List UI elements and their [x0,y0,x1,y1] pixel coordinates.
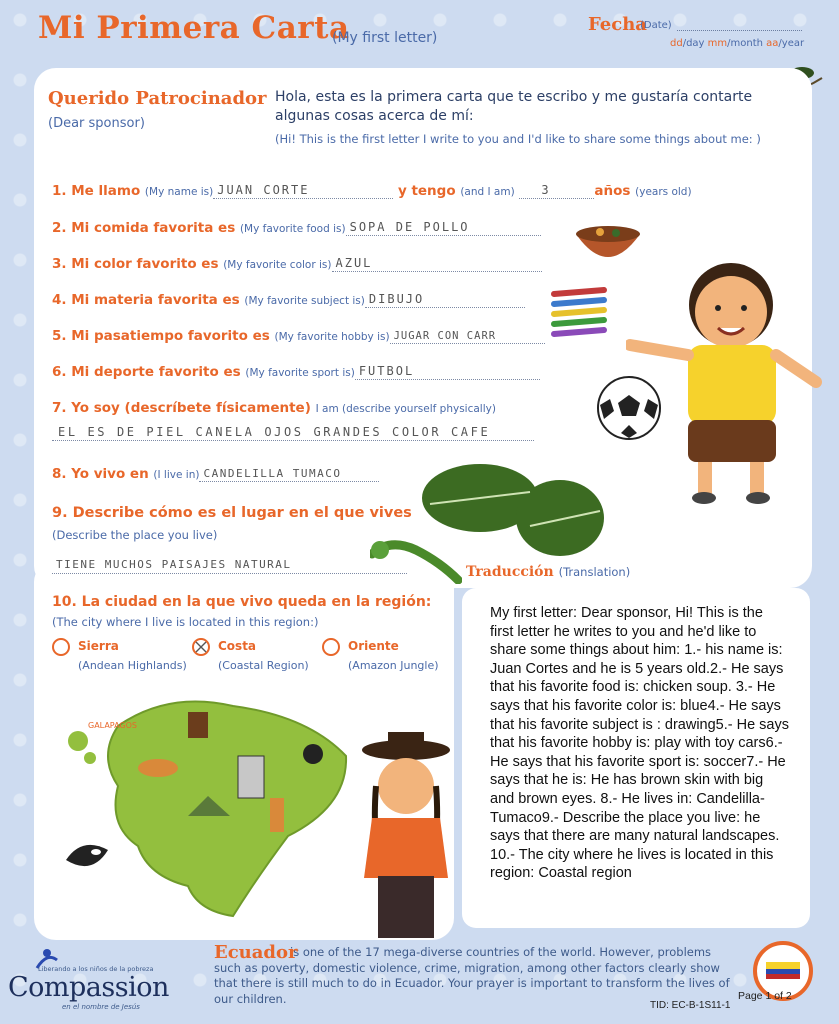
logo-tagline: Liberando a los niños de la pobreza [38,965,154,973]
girl-illustration [352,728,460,948]
crayons-icon [548,284,610,346]
translation-title: Traducción (Translation) [466,564,631,580]
answer-description: EL ES DE PIEL CANELA OJOS GRANDES COLOR CAFE [58,425,491,439]
page-title: Mi Primera Carta [38,10,350,46]
answer-field-hobby[interactable]: JUGAR CON CARR [390,329,545,344]
question-8: 8. Yo vivo en (I live in) CANDELILLA TUMACO [52,466,379,482]
greeting-title-en: (Dear sponsor) [48,116,145,131]
answer-field-place[interactable] [52,573,407,574]
orca-icon [62,830,112,878]
compassion-logo: Compassion [8,972,169,1003]
checkmark-x-icon [194,640,208,654]
greeting-title: Querido Patrocinador [48,88,267,109]
answer-field-description[interactable] [52,440,534,441]
question-4: 4. Mi materia favorita es (My favorite subject is) DIBUJO [52,292,525,308]
page-number: Page 1 of 2 [738,990,792,1002]
question-9: 9. Describe cómo es el lugar en el que vives [52,505,412,521]
question-1: 1. Me llamo (My name is) JUAN CORTE y tengo (and I am) 3 años (years old) [52,183,692,199]
question-5: 5. Mi pasatiempo favorito es (My favorite hobby is) JUGAR CON CARR [52,328,545,344]
answer-field-age[interactable]: 3 [519,184,594,199]
answer-field-food[interactable]: SOPA DE POLLO [346,221,541,236]
radio-costa[interactable] [192,638,210,656]
iguana-icon [370,534,462,584]
answer-field-location[interactable]: CANDELILLA TUMACO [199,467,379,482]
ecuador-map [58,686,358,922]
date-label: Fecha [588,14,647,35]
question-2: 2. Mi comida favorita es (My favorite food is) SOPA DE POLLO [52,220,541,236]
logo-subtitle: en el nombre de Jesús [62,1003,140,1011]
region-oriente: Oriente (Amazon Jungle) [348,639,439,672]
boy-illustration [626,250,826,508]
galapagos-label: GALAPAGOS [88,721,138,730]
question-10-en: (The city where I live is located in this region:) [52,615,319,629]
question-6: 6. Mi deporte favorito es (My favorite sport is) FUTBOL [52,364,540,380]
greeting-text: Hola, esta es la primera carta que te escribo y me gustaría contarte algunas cosas acerca de mí: [275,89,753,124]
answer-place: TIENE MUCHOS PAISAJES NATURAL [56,558,292,571]
radio-oriente[interactable] [322,638,340,656]
footer-text: is one of the 17 mega-diverse countries of the world. However, problems such as poverty, domestic violence, crime, migration, among other factors clearly show that there is still much to do in Ecuador. Your prayer is important to transform the lives of our children. [214,945,730,1006]
answer-field-subject[interactable]: DIBUJO [365,293,525,308]
translation-text: My first letter: Dear sponsor, Hi! This is the first letter he writes to you and he'd like to share some things about him: 1.- his name is: Juan Cortes and he is 5 years old.2.- He says that his favorite food is: chicken soup. 3.- He says that his favorite color is: blue4.- He says that his favorite subject is : drawing5.- He says that his favorite hobby is: play with toy cars6.- He says that his favorite sport is: soccer7.- He says that he is: He has brown skin with big and brown eyes. 8.- He lives in: Candelilla-Tumaco9.- Describe the place you live: he says that there are many natural landscapes. 10.- The city where he lives is located in this region: Coastal region [490,605,789,882]
greeting-text-en: (Hi! This is the first letter I write to you and I'd like to share some things about me: ) [275,132,761,146]
answer-field-name[interactable]: JUAN CORTE [213,184,393,199]
question-7: 7. Yo soy (descríbete físicamente) I am (describe yourself physically) [52,400,496,416]
page-subtitle: (My first letter) [332,30,438,46]
question-10: 10. La ciudad en la que vivo queda en la región: [52,594,432,610]
footer-ecuador: Ecuador [214,942,298,963]
region-costa: Costa (Coastal Region) [218,639,309,672]
question-9-en: (Describe the place you live) [52,528,218,542]
tid-code: TID: EC-B-1S11-1 [650,1000,731,1011]
date-label-en: (Date) [640,20,672,31]
date-format: dd/day mm/month aa/year [670,38,805,49]
region-sierra: Sierra (Andean Highlands) [78,639,187,672]
question-3: 3. Mi color favorito es (My favorite color is) AZUL [52,256,542,272]
answer-field-color[interactable]: AZUL [332,257,542,272]
answer-field-sport[interactable]: FUTBOL [355,365,540,380]
radio-sierra[interactable] [52,638,70,656]
date-field[interactable] [677,30,802,31]
